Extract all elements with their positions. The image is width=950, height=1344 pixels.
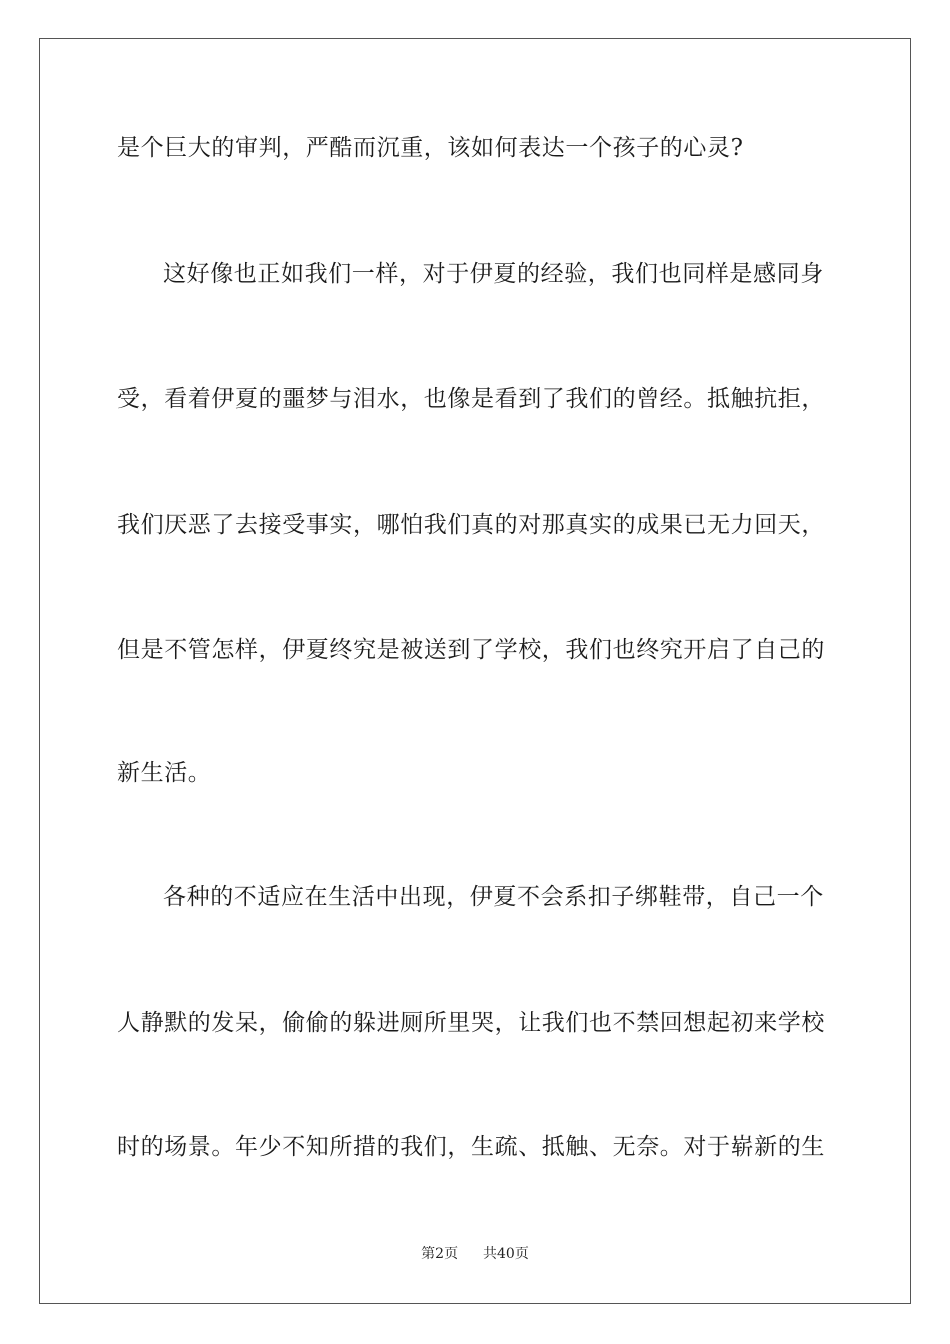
text-line-8: 人静默的发呆，偷偷的躲进厕所里哭，让我们也不禁回想起初来学校	[117, 1010, 825, 1036]
text-line-5: 但是不管怎样，伊夏终究是被送到了学校，我们也终究开启了自己的	[117, 637, 825, 663]
page-footer	[0, 1244, 950, 1264]
text-line-3: 受，看着伊夏的噩梦与泪水，也像是看到了我们的曾经。抵触抗拒，	[117, 386, 825, 412]
text-line-6: 新生活。	[117, 760, 212, 786]
total-pages: 共40页	[483, 1246, 529, 1262]
text-line-2: 这好像也正如我们一样，对于伊夏的经验，我们也同样是感同身	[163, 261, 824, 287]
text-line-4: 我们厌恶了去接受事实，哪怕我们真的对那真实的成果已无力回天，	[117, 512, 825, 538]
text-line-1: 是个巨大的审判，严酷而沉重，该如何表达一个孩子的心灵?	[117, 135, 744, 161]
page-frame	[39, 38, 911, 1304]
page-number: 第2页	[421, 1246, 459, 1262]
text-line-9: 时的场景。年少不知所措的我们，生疏、抵触、无奈。对于崭新的生	[117, 1134, 825, 1160]
text-line-7: 各种的不适应在生活中出现，伊夏不会系扣子绑鞋带，自己一个	[163, 884, 824, 910]
